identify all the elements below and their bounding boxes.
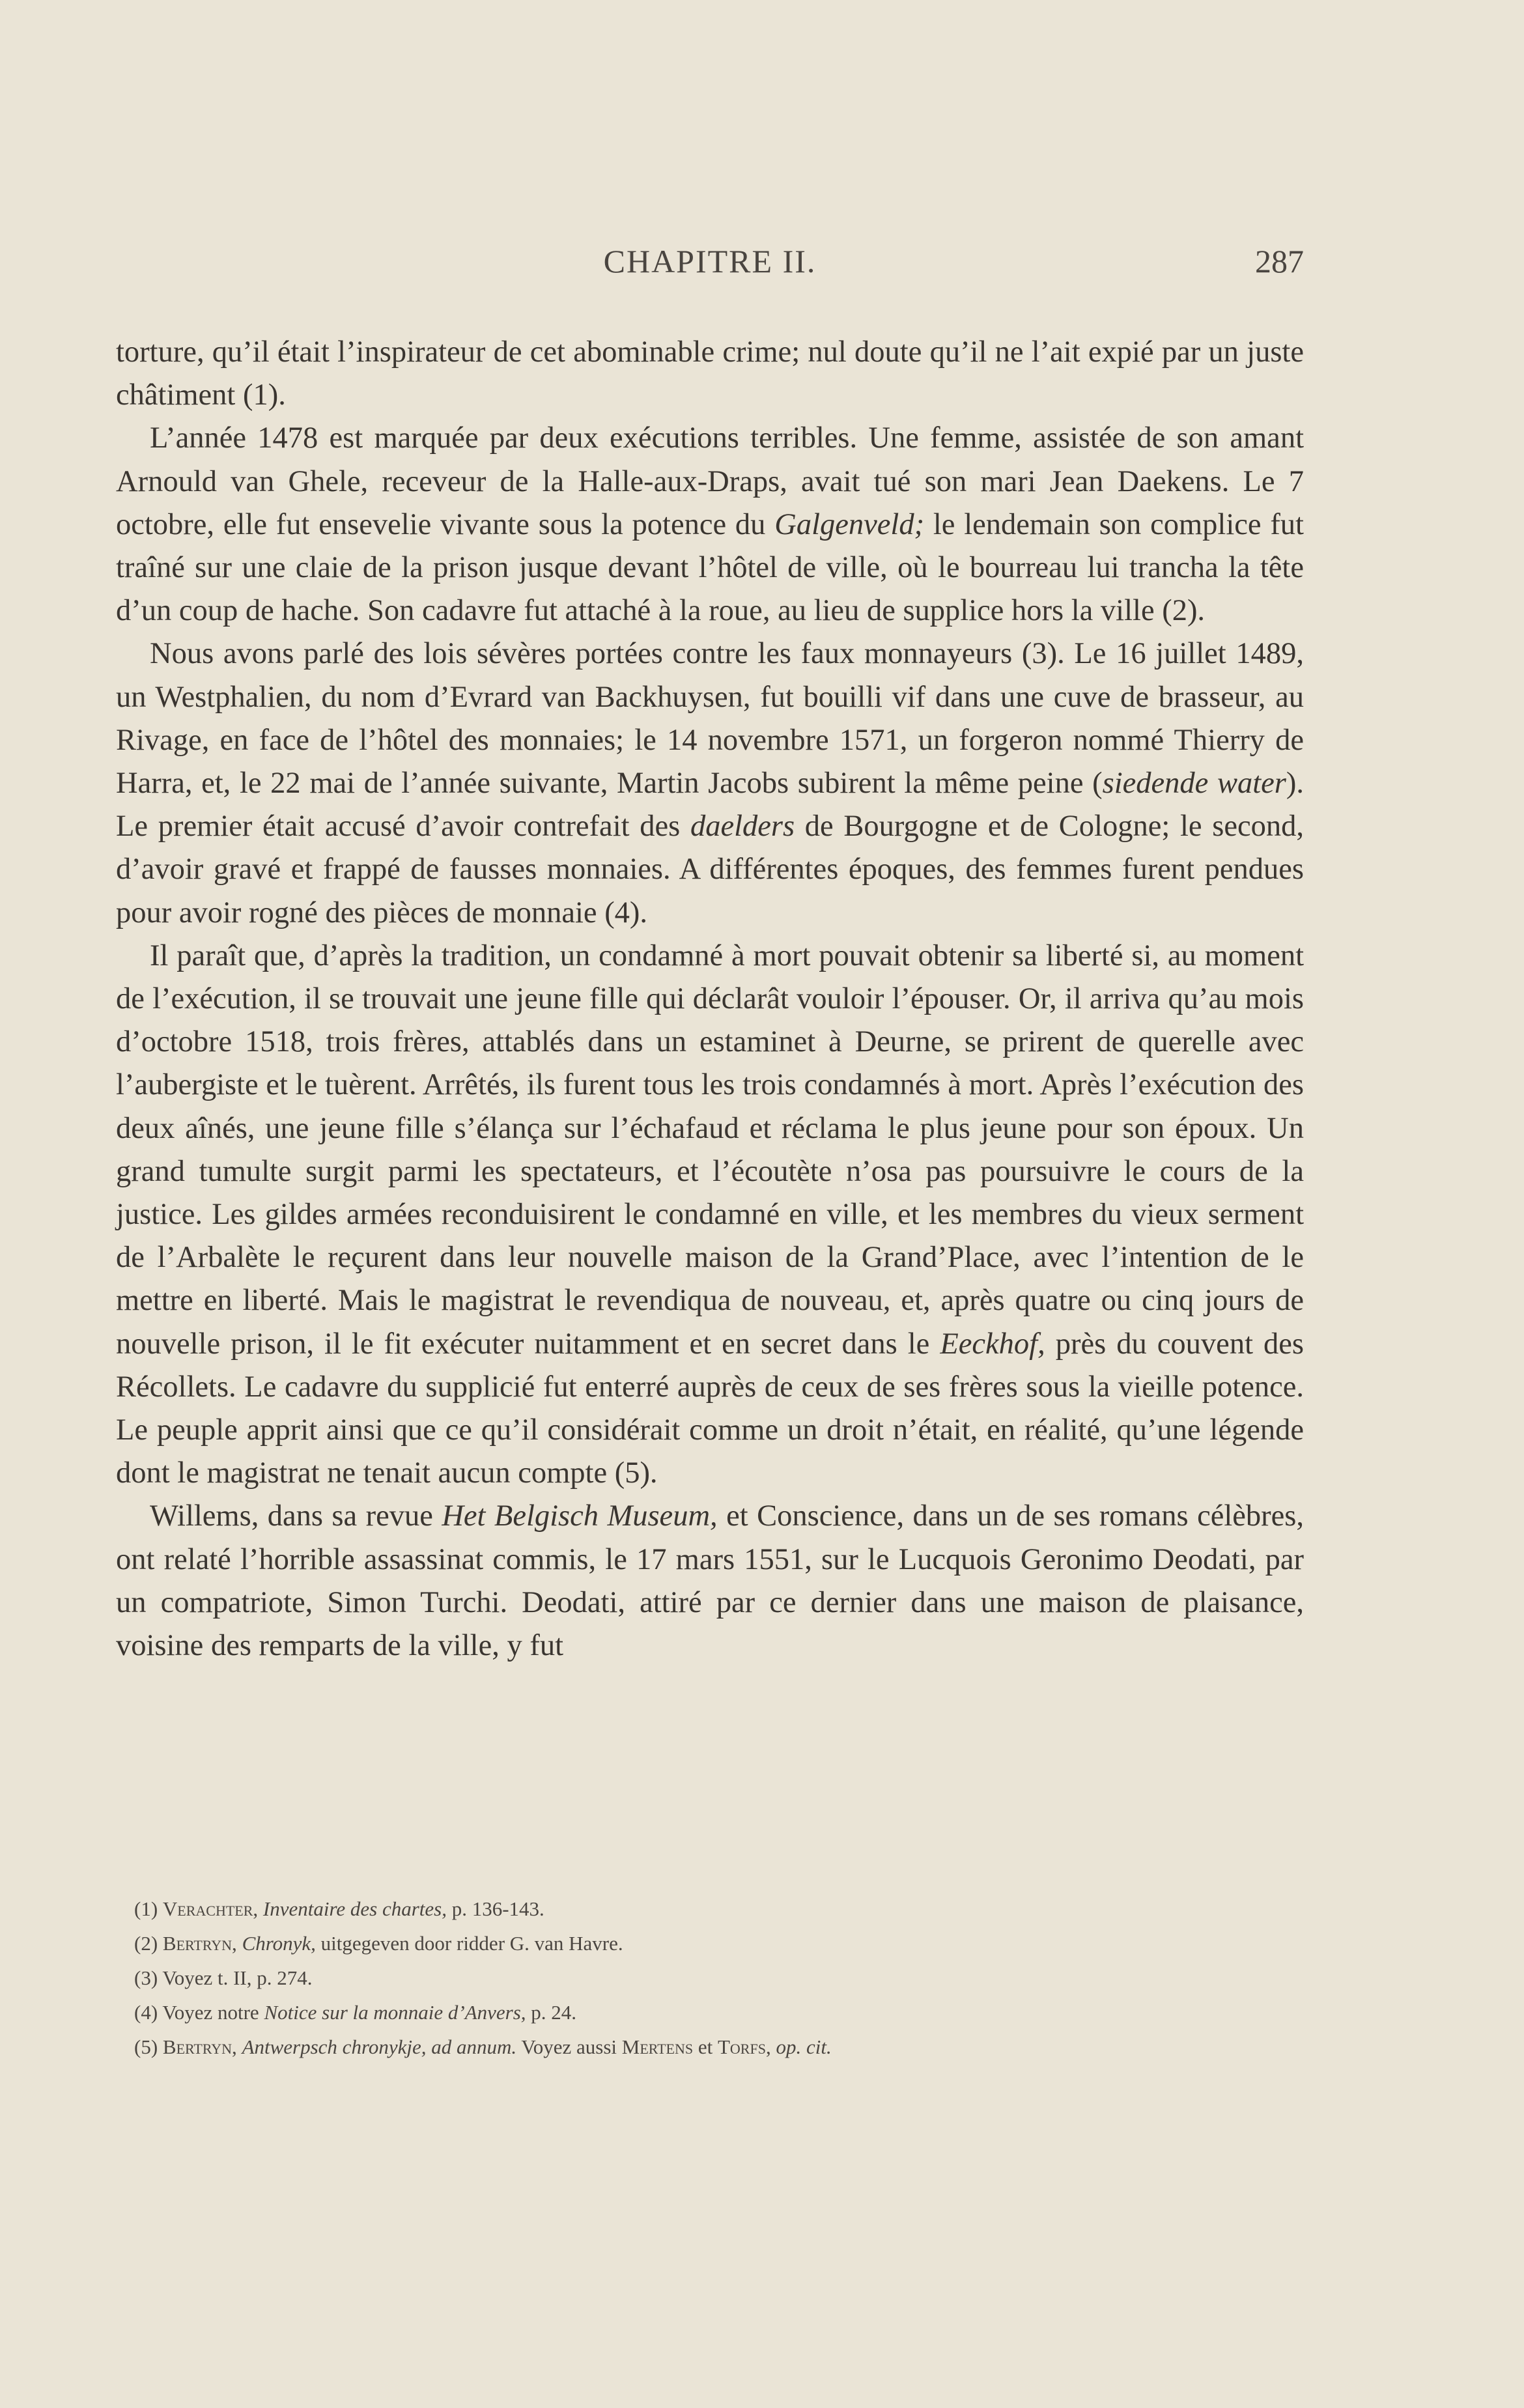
italic-text: daelders: [690, 810, 795, 843]
italic-text: Het Belgisch Museum,: [442, 1499, 718, 1533]
italic-text: siedende water: [1102, 767, 1286, 800]
text-run: torture, qu’il était l’inspirateur de cet abominable crime; nul doute qu’il ne l’ait expié par un juste châtiment (1).: [116, 335, 1304, 412]
italic-text: Notice sur la monnaie d’Anvers,: [264, 2001, 526, 2024]
text-run: et Conscience, dans un de ses romans célèbres, ont relaté l’horrible assassinat commis, le 17 mars 1551, sur le Lucquois Geronimo Deodati, par un compatriote, Simon Turchi. Deodati, attiré par ce dernier dans une maison de plaisance, voisine des remparts de la ville, y fut: [116, 1499, 1305, 1663]
italic-text: Inventaire des chartes,: [262, 1897, 447, 1920]
text-run: [237, 1932, 242, 1955]
paragraph: [116, 935, 1304, 1495]
author-name: Mertens: [621, 2035, 694, 2058]
italic-text: Galgenveld;: [774, 507, 925, 541]
text-run: (2): [134, 1932, 163, 1955]
text-run: L’année 1478 est marquée par deux exécutions terribles. Une femme, assistée de son amant Arnould van Ghele, receveur de la Halle-aux-Draps, avait tué son mari Jean Daekens. Le 7 octobre, elle fut ensevelie vivante sous la potence du: [116, 421, 1304, 541]
italic-text: op. cit.: [776, 2035, 832, 2058]
running-header: [116, 242, 1304, 288]
paragraph: [116, 1495, 1304, 1667]
paragraph: [116, 417, 1304, 632]
footnotes: [134, 1891, 1293, 2064]
text-run: le lendemain son complice fut traîné sur une claie de la prison jusque devant l’hôtel de ville, où le bourreau lui trancha la tête d’un coup de hache. Son cadavre fut attaché à la roue, au lieu de supplice hors la ville (2).: [116, 507, 1304, 628]
text-run: Voyez aussi: [516, 2035, 622, 2058]
italic-text: Chronyk,: [242, 1932, 316, 1955]
author-name: Torfs,: [717, 2035, 771, 2058]
paragraph: [116, 632, 1304, 934]
text-run: de Bourgogne et de Cologne; le second, d’avoir gravé et frappé de fausses monnaies. A différentes époques, des femmes furent pendues pour avoir rogné des pièces de monnaie (4).: [116, 810, 1304, 929]
chapter-title: CHAPITRE II.: [603, 243, 817, 279]
footnote: [134, 1961, 1293, 1995]
text-run: près du couvent des Récollets. Le cadavre du supplicié fut enterré auprès de ceux de ses frères sous la vieille potence. Le peuple apprit ainsi que ce qu’il considérait comme un droit n’était, en réalité, qu’une légende dont le magistrat ne tenait aucun compte (5).: [116, 1327, 1304, 1490]
text-run: et: [693, 2035, 718, 2058]
footnote: [134, 1995, 1293, 2030]
footnote: [134, 1891, 1293, 1926]
author-name: Verachter,: [162, 1897, 259, 1920]
text-run: [258, 1897, 263, 1920]
italic-text: Antwerpsch chronykje, ad annum.: [242, 2035, 517, 2058]
page-number: 287: [1255, 243, 1304, 279]
italic-text: Eeckhof,: [940, 1327, 1045, 1361]
text-run: (4) Voyez notre: [134, 2001, 264, 2024]
text-run: uitgegeven door ridder G. van Havre.: [315, 1932, 623, 1955]
text-run: Il paraît que, d’après la tradition, un condamné à mort pouvait obtenir sa liberté si, au moment de l’exécution, il se trouvait une jeune fille qui déclarât vouloir l’épouser. Or, il arriva qu’au mois d’octobre 1518, trois frères, attablés dans un estaminet à Deurne, se prirent de querelle avec l’aubergiste et le tuèrent. Arrêtés, ils furent tous les trois condamnés à mort. Après l’exécution des deux aînés, une jeune fille s’élança sur l’échafaud et réclama le plus jeune pour son époux. Un grand tumulte surgit parmi les spectateurs, et l’écoutète n’osa pas poursuivre le cours de la justice. Les gildes armées reconduisirent le condamné en ville, et les membres du vieux serment de l’Arbalète le reçurent dans leur nouvelle maison de la Grand’Place, avec l’intention de le mettre en liberté. Mais le magistrat le revendiqua de nouveau, et, après quatre ou cinq jours de nouvelle prison, il le fit exécuter nuitamment et en secret dans le: [116, 939, 1304, 1361]
body-text: [116, 331, 1304, 1667]
text-run: Nous avons parlé des lois sévères portées contre les faux monnayeurs (3). Le 16 juillet 1489, un Westphalien, du nom d’Evrard van Backhuysen, fut bouilli vif dans une cuve de brasseur, au Rivage, en face de l’hôtel des monnaies; le 14 novembre 1571, un forgeron nommé Thierry de Harra, et, le 22 mai de l’année suivante, Martin Jacobs subirent la même peine (: [116, 637, 1304, 800]
text-run: p. 24.: [526, 2001, 577, 2024]
author-name: Bertryn,: [162, 2035, 237, 2058]
author-name: Bertryn,: [162, 1932, 237, 1955]
text-run: (5): [134, 2035, 163, 2058]
text-run: [237, 2035, 242, 2058]
footnote: [134, 2030, 1293, 2064]
text-run: Willems, dans sa revue: [150, 1499, 442, 1533]
text-run: (1): [134, 1897, 163, 1920]
text-run: ). Le premier était accusé d’avoir contrefait des: [116, 767, 1304, 843]
footnote: [134, 1926, 1293, 1961]
text-run: (3) Voyez t. II, p. 274.: [134, 1966, 313, 1989]
paragraph: [116, 331, 1304, 417]
text-run: p. 136-143.: [446, 1897, 544, 1920]
